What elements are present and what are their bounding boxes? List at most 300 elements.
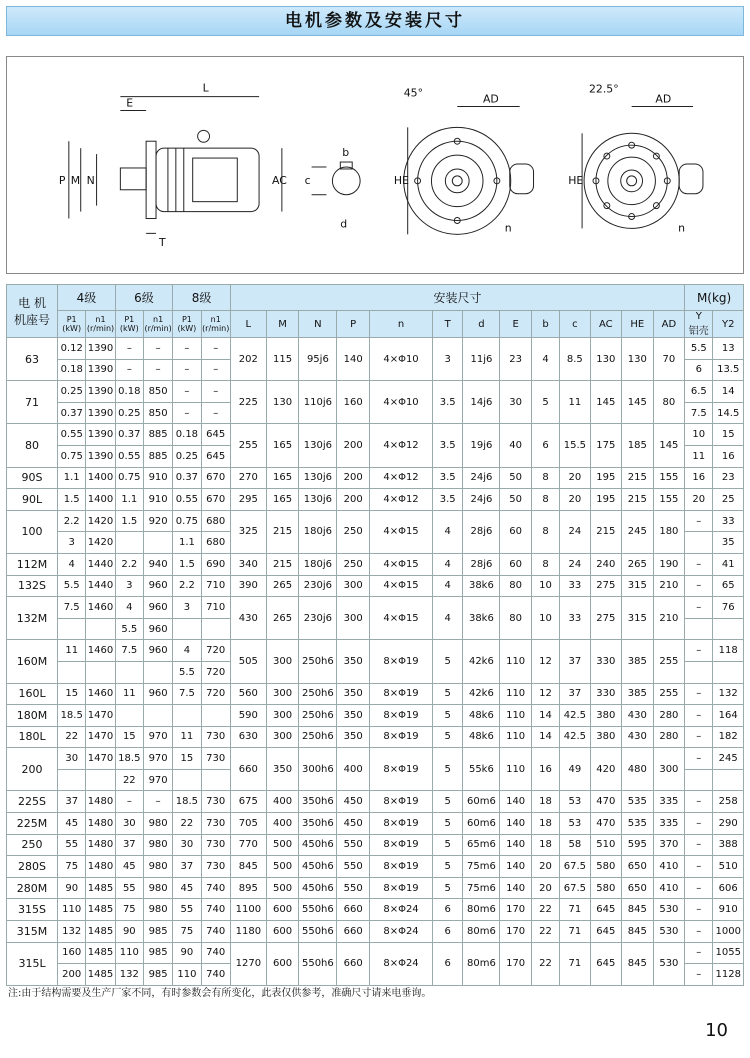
table-cell	[685, 532, 713, 554]
header-col: M	[266, 311, 299, 338]
table-cell: 960	[143, 575, 172, 597]
table-cell: –	[685, 942, 713, 964]
model-cell: 112M	[7, 553, 58, 575]
table-cell: 118	[713, 640, 744, 662]
table-cell: 160	[58, 942, 86, 964]
table-row	[7, 683, 744, 705]
model-cell: 180M	[7, 705, 58, 727]
table-cell: 470	[590, 791, 622, 813]
table-cell: –	[685, 899, 713, 921]
header-motor: 电 机 机座号	[7, 285, 58, 338]
table-cell: 910	[143, 467, 172, 489]
table-cell	[143, 705, 172, 727]
table-cell: 500	[266, 834, 299, 856]
table-cell: 275	[590, 575, 622, 597]
table-cell: 180j6	[299, 510, 337, 553]
table-cell: 60	[500, 510, 532, 553]
model-cell: 225S	[7, 791, 58, 813]
table-cell: 600	[266, 921, 299, 943]
table-cell: 7.5	[173, 683, 201, 705]
table-cell: 10	[531, 597, 559, 640]
table-cell: –	[685, 726, 713, 748]
table-cell: 16	[685, 467, 713, 489]
table-cell: 740	[201, 964, 230, 986]
table-cell: 980	[143, 899, 172, 921]
table-cell: 300	[266, 640, 299, 683]
table-cell: 49	[560, 748, 590, 791]
table-cell: 290	[713, 813, 744, 835]
label-M: M	[70, 173, 81, 187]
table-cell: 10	[685, 424, 713, 446]
table-cell: 1400	[86, 489, 115, 511]
table-cell: 185	[622, 424, 654, 467]
table-cell: 22	[115, 769, 143, 791]
table-cell: 10	[531, 575, 559, 597]
table-cell: 110	[500, 705, 532, 727]
table-cell: –	[685, 748, 713, 770]
header-n1-8: n1 (r/min)	[201, 311, 230, 338]
table-cell: 740	[201, 942, 230, 964]
table-cell: 1.5	[58, 489, 86, 511]
table-cell: 5	[531, 381, 559, 424]
table-cell: 550	[337, 877, 370, 899]
table-cell: 388	[713, 834, 744, 856]
table-cell: 550h6	[299, 942, 337, 985]
table-cell: 885	[143, 445, 172, 467]
table-cell: 4	[433, 597, 463, 640]
table-cell	[713, 661, 744, 683]
table-cell: 7.5	[115, 640, 143, 662]
table-cell: 650	[622, 856, 654, 878]
table-cell: 5	[433, 640, 463, 683]
label-T: T	[159, 236, 166, 250]
table-cell: –	[201, 338, 230, 360]
table-cell: 1480	[86, 791, 115, 813]
table-cell: 730	[201, 834, 230, 856]
table-cell: 680	[201, 510, 230, 532]
table-cell: 300	[337, 597, 370, 640]
table-cell: 1128	[713, 964, 744, 986]
table-cell: 350h6	[299, 791, 337, 813]
table-row	[7, 921, 744, 943]
table-cell: 0.18	[173, 424, 201, 446]
table-cell: 3	[433, 338, 463, 381]
label-d: d	[340, 217, 348, 231]
table-cell	[58, 661, 86, 683]
label-b: b	[342, 146, 350, 160]
header-p1-6: P1 (kW)	[115, 311, 143, 338]
table-cell: 1440	[86, 553, 115, 575]
table-cell: 13.5	[713, 359, 744, 381]
table-cell: 215	[266, 510, 299, 553]
table-cell: 370	[653, 834, 685, 856]
table-cell: 165	[266, 467, 299, 489]
table-cell: 110	[115, 942, 143, 964]
table-cell: 4×Φ12	[369, 467, 432, 489]
table-cell: 600	[266, 899, 299, 921]
table-cell: 5	[433, 705, 463, 727]
table-cell: 22	[58, 726, 86, 748]
table-cell: 350	[337, 683, 370, 705]
table-cell: –	[685, 856, 713, 878]
table-cell: 160	[337, 381, 370, 424]
table-cell: 15	[58, 683, 86, 705]
table-cell: 37	[173, 856, 201, 878]
label-AC: AC	[271, 173, 287, 187]
table-cell: 560	[230, 683, 266, 705]
table-cell: 40	[500, 424, 532, 467]
table-cell: 58	[560, 834, 590, 856]
table-cell: 24j6	[463, 467, 500, 489]
table-cell: 245	[622, 510, 654, 553]
table-cell: 850	[143, 381, 172, 403]
table-cell: 250h6	[299, 683, 337, 705]
table-cell	[58, 618, 86, 640]
table-cell: 5.5	[685, 338, 713, 360]
header-4pole: 4级	[58, 285, 116, 311]
table-cell: –	[685, 921, 713, 943]
table-cell: 0.18	[58, 359, 86, 381]
table-cell: 980	[143, 834, 172, 856]
table-row	[7, 467, 744, 489]
table-cell	[201, 618, 230, 640]
header-col: d	[463, 311, 500, 338]
table-cell: 300	[337, 575, 370, 597]
table-cell: 28j6	[463, 553, 500, 575]
table-cell: 0.37	[115, 424, 143, 446]
table-cell: 970	[143, 726, 172, 748]
table-cell: 8×Φ19	[369, 856, 432, 878]
table-cell: 1400	[86, 467, 115, 489]
table-cell: 4	[531, 338, 559, 381]
table-cell: 164	[713, 705, 744, 727]
table-cell: 2.2	[115, 553, 143, 575]
table-cell: 1.5	[115, 510, 143, 532]
table-cell: 730	[201, 748, 230, 770]
label-angle-22: 22.5°	[589, 82, 619, 96]
header-col: E	[500, 311, 532, 338]
table-row	[7, 640, 744, 662]
table-cell: 0.18	[115, 381, 143, 403]
table-cell: 202	[230, 338, 266, 381]
table-cell: 42.5	[560, 726, 590, 748]
table-cell: 590	[230, 705, 266, 727]
motor-spec-table	[6, 284, 744, 986]
table-cell: 210	[653, 597, 685, 640]
table-row	[7, 899, 744, 921]
table-cell: 245	[713, 748, 744, 770]
table-cell: 5.5	[115, 618, 143, 640]
table-cell: 1470	[86, 748, 115, 770]
table-cell: 35	[713, 532, 744, 554]
table-cell: 500	[266, 856, 299, 878]
table-row	[7, 381, 744, 403]
table-cell: 1420	[86, 510, 115, 532]
table-cell: 20	[560, 489, 590, 511]
table-cell: 140	[500, 877, 532, 899]
table-cell: 1.1	[115, 489, 143, 511]
table-cell: 6	[433, 921, 463, 943]
table-cell: 50	[500, 489, 532, 511]
table-cell: 165	[266, 489, 299, 511]
table-cell: 985	[143, 942, 172, 964]
table-cell: –	[173, 381, 201, 403]
table-cell: 5	[433, 683, 463, 705]
label-HE-right: HE	[568, 173, 584, 187]
table-row	[7, 424, 744, 446]
table-cell: 170	[500, 899, 532, 921]
table-cell: 42k6	[463, 683, 500, 705]
footnote: 注:由于结构需要及生产厂家不同，有时参数会有所变化，此表仅供参考，准确尺寸请来电垂询。	[8, 988, 432, 999]
table-cell: 200	[337, 467, 370, 489]
table-cell: 60m6	[463, 791, 500, 813]
table-cell	[86, 618, 115, 640]
lifting-eye	[198, 130, 210, 142]
table-cell: 11	[58, 640, 86, 662]
table-row	[7, 942, 744, 964]
table-cell: –	[685, 597, 713, 619]
table-cell: 200	[337, 489, 370, 511]
table-cell: –	[685, 510, 713, 532]
table-cell: 385	[622, 683, 654, 705]
table-cell: 8	[531, 467, 559, 489]
table-cell: 4	[58, 553, 86, 575]
table-cell: 14j6	[463, 381, 500, 424]
table-cell: 4	[173, 640, 201, 662]
table-cell: 80	[500, 575, 532, 597]
table-cell: 270	[230, 467, 266, 489]
table-row	[7, 791, 744, 813]
table-cell: 295	[230, 489, 266, 511]
table-cell: 6.5	[685, 381, 713, 403]
table-cell: 71	[560, 921, 590, 943]
table-cell: 28j6	[463, 510, 500, 553]
table-cell: 740	[201, 921, 230, 943]
table-cell: 430	[230, 597, 266, 640]
table-cell: 11j6	[463, 338, 500, 381]
table-cell: 450h6	[299, 834, 337, 856]
table-cell: 510	[713, 856, 744, 878]
table-cell: 8	[531, 489, 559, 511]
table-cell: 1390	[86, 445, 115, 467]
table-cell: 1390	[86, 424, 115, 446]
table-cell: 215	[622, 489, 654, 511]
table-cell: 110	[500, 726, 532, 748]
table-cell: 6	[433, 899, 463, 921]
table-cell: 48k6	[463, 726, 500, 748]
table-cell: 20	[531, 877, 559, 899]
table-cell: 45	[115, 856, 143, 878]
table-cell: 71	[560, 899, 590, 921]
table-cell: 550h6	[299, 899, 337, 921]
table-cell: 645	[590, 942, 622, 985]
table-cell: 16	[531, 748, 559, 791]
table-cell: 65	[713, 575, 744, 597]
table-cell: 980	[143, 856, 172, 878]
table-cell: 53	[560, 813, 590, 835]
table-cell: 580	[590, 877, 622, 899]
table-cell: 175	[590, 424, 622, 467]
table-cell: 5.5	[58, 575, 86, 597]
table-cell: 7.5	[685, 402, 713, 424]
table-cell: 390	[230, 575, 266, 597]
table-cell: 8×Φ19	[369, 877, 432, 899]
table-cell: 770	[230, 834, 266, 856]
table-cell: 980	[143, 877, 172, 899]
table-cell: 350h6	[299, 813, 337, 835]
table-cell: 910	[143, 489, 172, 511]
table-cell: 155	[653, 467, 685, 489]
table-cell: 650	[622, 877, 654, 899]
model-cell: 315L	[7, 942, 58, 985]
table-cell: –	[201, 402, 230, 424]
table-cell: 510	[590, 834, 622, 856]
table-cell: 3.5	[433, 489, 463, 511]
table-cell: 15	[713, 424, 744, 446]
table-cell: 330	[590, 683, 622, 705]
table-cell	[713, 769, 744, 791]
table-cell: 265	[266, 575, 299, 597]
table-cell: 48k6	[463, 705, 500, 727]
table-cell: 720	[201, 640, 230, 662]
table-cell: 4×Φ15	[369, 575, 432, 597]
table-cell: 1055	[713, 942, 744, 964]
table-cell: 18.5	[173, 791, 201, 813]
table-cell	[173, 705, 201, 727]
model-cell: 200	[7, 748, 58, 791]
table-cell: 705	[230, 813, 266, 835]
table-cell: 1390	[86, 402, 115, 424]
table-cell: 130	[622, 338, 654, 381]
table-cell: 325	[230, 510, 266, 553]
header-y: Y 铝壳	[685, 311, 713, 338]
table-cell: –	[685, 705, 713, 727]
table-cell	[86, 661, 115, 683]
model-cell: 280M	[7, 877, 58, 899]
table-cell: 75	[58, 856, 86, 878]
table-cell: 385	[622, 640, 654, 683]
model-cell: 160M	[7, 640, 58, 683]
table-cell: 37	[560, 683, 590, 705]
table-cell: 53	[560, 791, 590, 813]
table-cell: 1480	[86, 813, 115, 835]
table-cell: 7.5	[58, 597, 86, 619]
model-cell: 90L	[7, 489, 58, 511]
table-cell: 3.5	[433, 467, 463, 489]
table-cell: 4×Φ15	[369, 597, 432, 640]
table-cell: 970	[143, 748, 172, 770]
table-cell: 90	[58, 877, 86, 899]
table-cell: 3	[115, 575, 143, 597]
table-cell: –	[685, 877, 713, 899]
table-cell: 33	[713, 510, 744, 532]
table-cell: 5	[433, 726, 463, 748]
table-cell: 11	[560, 381, 590, 424]
table-cell: 12	[531, 640, 559, 683]
table-cell: 450h6	[299, 877, 337, 899]
table-cell: 24	[560, 553, 590, 575]
table-cell: 400	[337, 748, 370, 791]
table-cell: 300	[653, 748, 685, 791]
table-cell: 140	[500, 813, 532, 835]
table-cell: 15	[173, 748, 201, 770]
table-cell: 660	[337, 899, 370, 921]
table-cell: 8	[531, 510, 559, 553]
motor-shaft	[120, 168, 146, 190]
table-cell: 11	[173, 726, 201, 748]
motor-flange	[146, 141, 156, 218]
table-cell: 280	[653, 726, 685, 748]
table-cell: 30	[58, 748, 86, 770]
model-cell: 315M	[7, 921, 58, 943]
table-cell: 5	[433, 856, 463, 878]
table-row	[7, 338, 744, 360]
table-cell: 210	[653, 575, 685, 597]
table-cell: 1470	[86, 705, 115, 727]
table-cell: 90	[173, 942, 201, 964]
table-cell: 606	[713, 877, 744, 899]
table-cell: 145	[622, 381, 654, 424]
table-cell: 60m6	[463, 813, 500, 835]
table-cell: 132	[58, 921, 86, 943]
label-AD-right: AD	[655, 92, 672, 106]
table-cell: 300h6	[299, 748, 337, 791]
table-cell: 5	[433, 791, 463, 813]
table-cell: 14	[531, 726, 559, 748]
table-cell: 960	[143, 683, 172, 705]
table-cell: 130j6	[299, 467, 337, 489]
table-cell: 3.5	[433, 424, 463, 467]
table-cell: 33	[560, 575, 590, 597]
table-cell: 645	[201, 445, 230, 467]
table-cell: 41	[713, 553, 744, 575]
table-cell: 335	[653, 791, 685, 813]
table-cell: 55	[58, 834, 86, 856]
table-cell: 8×Φ19	[369, 791, 432, 813]
table-cell: 430	[622, 726, 654, 748]
table-cell: 730	[201, 726, 230, 748]
header-col: T	[433, 311, 463, 338]
table-cell: 710	[201, 597, 230, 619]
table-cell: 75	[115, 899, 143, 921]
table-cell: 350	[337, 705, 370, 727]
table-cell: 200	[58, 964, 86, 986]
table-cell: 505	[230, 640, 266, 683]
table-cell: 60	[500, 553, 532, 575]
table-cell: 265	[622, 553, 654, 575]
table-cell: 740	[201, 899, 230, 921]
table-cell: 1.1	[58, 467, 86, 489]
table-cell: 1485	[86, 942, 115, 964]
table-cell: 18	[531, 834, 559, 856]
table-cell: 670	[201, 467, 230, 489]
table-cell: 660	[337, 942, 370, 985]
table-cell: 350	[337, 726, 370, 748]
header-8pole: 8级	[173, 285, 231, 311]
table-cell: 18.5	[58, 705, 86, 727]
table-cell: 720	[201, 661, 230, 683]
table-cell: 255	[230, 424, 266, 467]
flange-outline-45	[404, 127, 511, 234]
table-cell: 5	[433, 877, 463, 899]
table-cell: 1.1	[173, 532, 201, 554]
header-y2: Y2	[713, 311, 744, 338]
table-cell: 550	[337, 834, 370, 856]
table-cell: 37	[58, 791, 86, 813]
table-cell: 315	[622, 597, 654, 640]
table-cell: 1390	[86, 381, 115, 403]
table-cell: 250h6	[299, 640, 337, 683]
